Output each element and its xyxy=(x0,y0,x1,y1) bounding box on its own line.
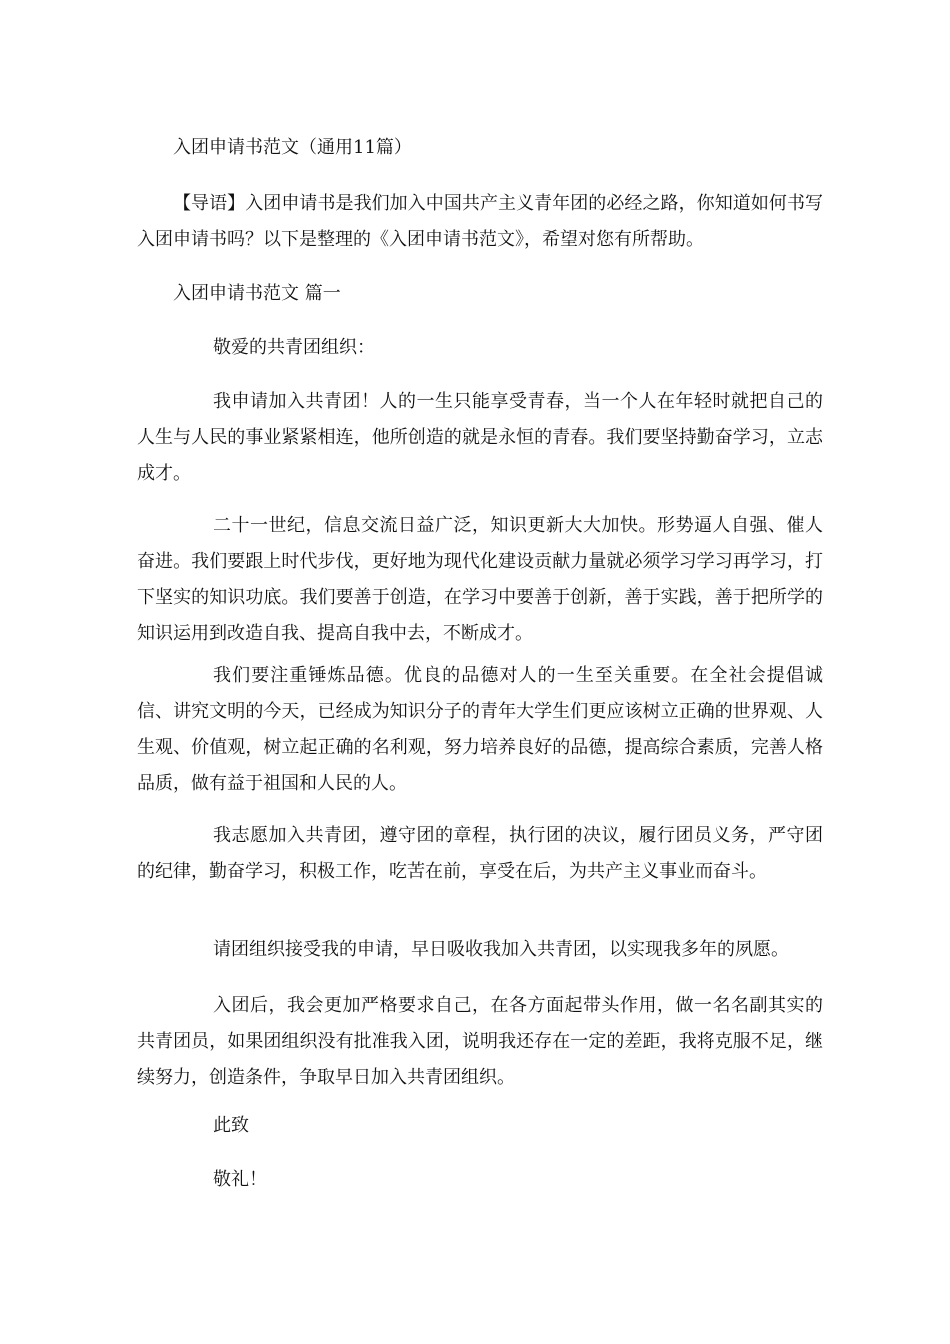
intro-paragraph: 【导语】入团申请书是我们加入中国共产主义青年团的必经之路，你知道如何书写入团申请书吗？以下是整理的《入团申请书范文》，希望对您有所帮助。 xyxy=(137,193,823,250)
closing-line-1: 此致 xyxy=(213,1115,249,1136)
closing-line-2: 敬礼！ xyxy=(213,1169,267,1190)
body-paragraph-4: 我志愿加入共青团，遵守团的章程，执行团的决议，履行团员义务，严守团的纪律，勤奋学习，积极工作，吃苦在前，享受在后，为共产主义事业而奋斗。 xyxy=(137,825,823,882)
document-title: 入团申请书范文（通用11篇） xyxy=(173,137,412,158)
body-paragraph-1: 我申请加入共青团！人的一生只能享受青春，当一个人在年轻时就把自己的人生与人民的事业紧紧相连，他所创造的就是永恒的青春。我们要坚持勤奋学习，立志成才。 xyxy=(137,391,823,484)
salutation: 敬爱的共青团组织： xyxy=(213,337,375,358)
body-paragraph-6: 入团后，我会更加严格要求自己，在各方面起带头作用，做一名名副其实的共青团员，如果团组织没有批准我入团，说明我还存在一定的差距，我将克服不足，继续努力，创造条件，争取早日加入共青团组织。 xyxy=(137,995,823,1088)
body-paragraph-5: 请团组织接受我的申请，早日吸收我加入共青团，以实现我多年的夙愿。 xyxy=(213,939,789,960)
body-paragraph-3: 我们要注重锤炼品德。优良的品德对人的一生至关重要。在全社会提倡诚信、讲究文明的今天，已经成为知识分子的青年大学生们更应该树立正确的世界观、人生观、价值观，树立起正确的名利观，努力培养良好的品德，提高综合素质，完善人格品质，做有益于祖国和人民的人。 xyxy=(137,665,823,794)
section-heading: 入团申请书范文 篇一 xyxy=(173,283,341,304)
body-paragraph-2: 二十一世纪，信息交流日益广泛，知识更新大大加快。形势逼人自强、催人奋进。我们要跟上时代步伐，更好地为现代化建设贡献力量就必须学习学习再学习，打下坚实的知识功底。我们要善于创造，在学习中要善于创新，善于实践，善于把所学的知识运用到改造自我、提高自我中去，不断成才。 xyxy=(137,515,823,644)
